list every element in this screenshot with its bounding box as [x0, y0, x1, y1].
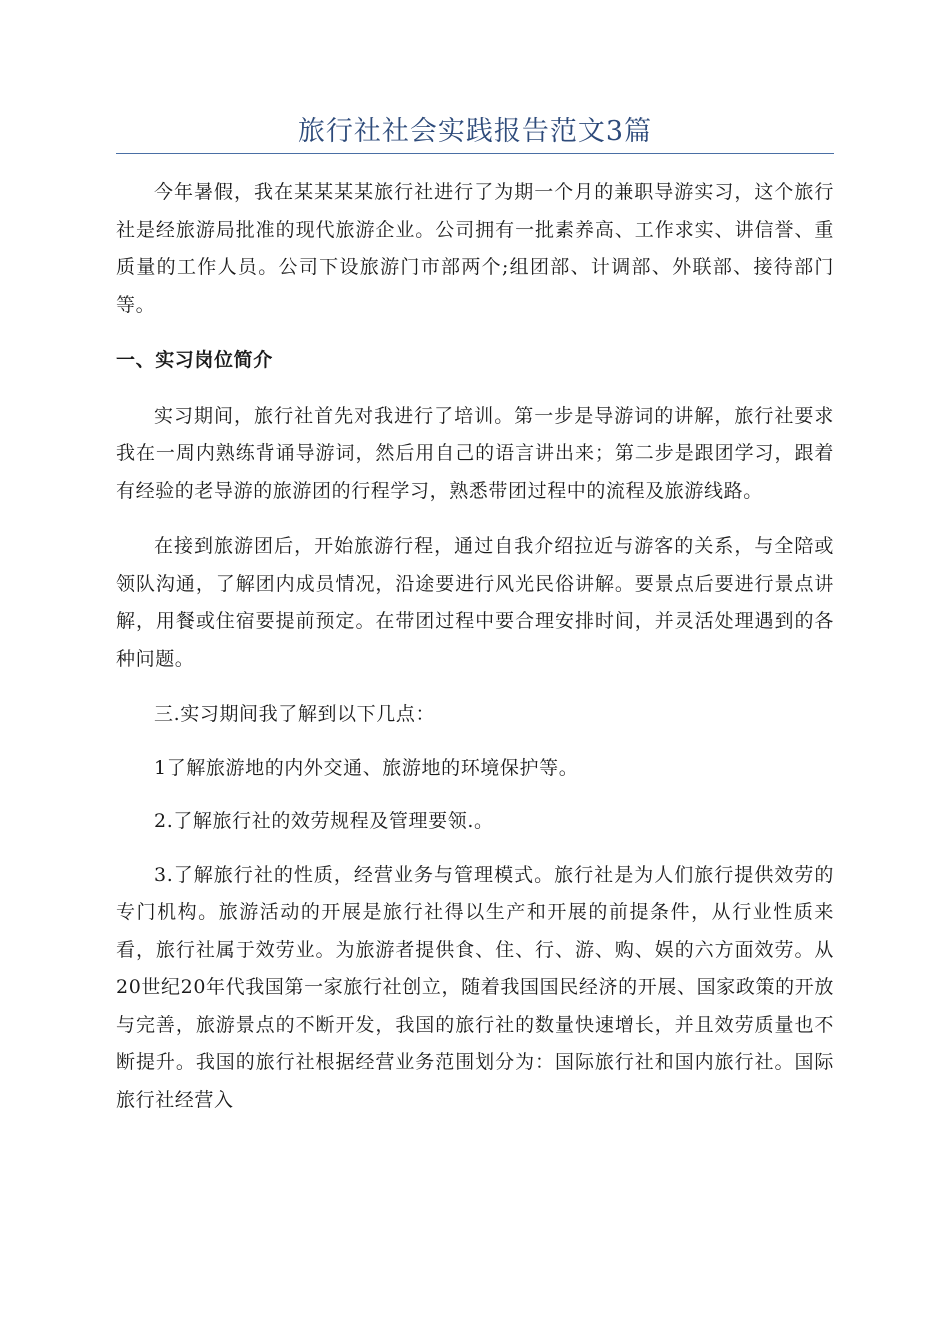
intro-paragraph: 今年暑假，我在某某某某旅行社进行了为期一个月的兼职导游实习，这个旅行社是经旅游局批准的现代旅游企业。公司拥有一批素养高、工作求实、讲信誉、重质量的工作人员。公司下设旅游门市部两个;组团部、计调部、外联部、接待部门等。 [116, 181, 834, 316]
point-3: 3.了解旅行社的性质，经营业务与管理模式。旅行社是为人们旅行提供效劳的专门机构。旅游活动的开展是旅行社得以生产和开展的前提条件，从行业性质来看，旅行社属于效劳业。为旅游者提供食、住、行、游、购、娱的六方面效劳。从20世纪20年代我国第一家旅行社创立，随着我国国民经济的开展、国家政策的开放与完善，旅游景点的不断开发，我国的旅行社的数量快速增长，并且效劳质量也不断提升。我国的旅行社根据经营业务范围划分为：国际旅行社和国内旅行社。国际旅行社经营入 [116, 863, 834, 1111]
training-paragraph: 实习期间，旅行社首先对我进行了培训。第一步是导游词的讲解，旅行社要求我在一周内熟练背诵导游词，然后用自己的语言讲出来；第二步是跟团学习，跟着有经验的老导游的旅游团的行程学习，熟悉带团过程中的流程及旅游线路。 [116, 404, 834, 502]
point-1: 1了解旅游地的内外交通、旅游地的环境保护等。 [154, 756, 579, 779]
document-title: 旅行社社会实践报告范文3篇 [297, 116, 653, 147]
tour-paragraph: 在接到旅游团后，开始旅游行程，通过自我介绍拉近与游客的关系，与全陪或领队沟通，了解团内成员情况，沿途要进行风光民俗讲解。要景点后要进行景点讲解，用餐或住宿要提前预定。在带团过程中要合理安排时间，并灵活处理遇到的各种问题。 [116, 535, 834, 670]
section3-intro: 三.实习期间我了解到以下几点： [154, 703, 436, 725]
point-2: 2.了解旅行社的效劳规程及管理要领.。 [154, 810, 494, 832]
title-underline [116, 153, 834, 154]
document-body [116, 174, 834, 1137]
section-heading: 一、实习岗位简介 [116, 349, 273, 371]
